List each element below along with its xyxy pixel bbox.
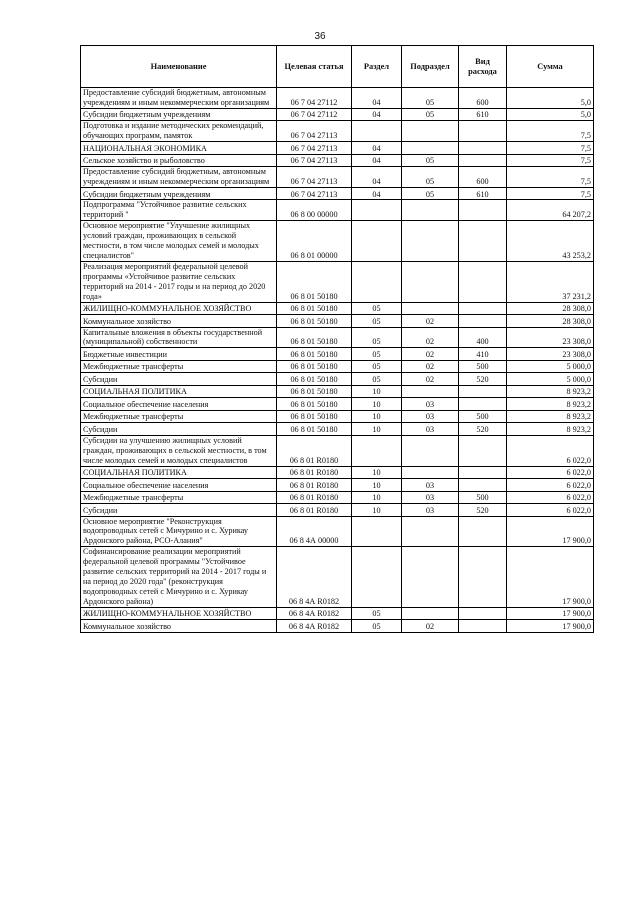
table-row: [81, 466, 594, 479]
cell-name: СОЦИАЛЬНАЯ ПОЛИТИКА: [81, 466, 277, 479]
cell-name: Субсидии бюджетным учреждениям: [81, 187, 277, 200]
cell-name: Субсидии на улучшению жилищных условий граждан, проживающих в сельской местности, в том числе молодых семей и молодых специалистов: [81, 435, 277, 466]
cell-subsection: 02: [402, 620, 459, 633]
table-row: [81, 504, 594, 517]
page-number: 36: [314, 31, 326, 42]
cell-expense-type: [459, 142, 507, 155]
cell-section: 04: [352, 142, 402, 155]
table-row: [81, 302, 594, 315]
cell-amount: 6 022,0: [507, 466, 594, 479]
cell-subsection: 03: [402, 479, 459, 492]
cell-name: Подготовка и издание методических рекомендаций, обучающих программ, памяток: [81, 121, 277, 142]
cell-amount: 7,5: [507, 121, 594, 142]
cell-amount: 8 923,2: [507, 398, 594, 411]
cell-subsection: 03: [402, 491, 459, 504]
cell-target: 06 8 01 R0180: [277, 466, 352, 479]
header-name: Наименование: [81, 46, 277, 88]
cell-section: 05: [352, 607, 402, 620]
cell-subsection: [402, 435, 459, 466]
cell-amount: 28 308,0: [507, 302, 594, 315]
table-row: [81, 261, 594, 302]
cell-name: Капитальные вложения в объекты государственной (муниципальной) собственности: [81, 327, 277, 348]
cell-amount: 17 900,0: [507, 516, 594, 547]
cell-expense-type: [459, 466, 507, 479]
cell-target: 06 8 4А R0182: [277, 620, 352, 633]
cell-name: Субсидии: [81, 423, 277, 436]
cell-target: 06 8 01 50180: [277, 315, 352, 328]
cell-section: 04: [352, 187, 402, 200]
table-row: [81, 327, 594, 348]
cell-target: 06 8 01 R0180: [277, 435, 352, 466]
cell-target: 06 7 04 27112: [277, 108, 352, 121]
cell-name: Сельское хозяйство и рыболовство: [81, 154, 277, 167]
cell-subsection: 05: [402, 108, 459, 121]
header-expense-type: Вид расхода: [459, 46, 507, 88]
cell-name: Социальное обеспечение населения: [81, 479, 277, 492]
header-target: Целевая статья: [277, 46, 352, 88]
table-row: [81, 121, 594, 142]
cell-expense-type: 600: [459, 167, 507, 188]
cell-expense-type: [459, 398, 507, 411]
cell-expense-type: 500: [459, 410, 507, 423]
cell-amount: 28 308,0: [507, 315, 594, 328]
cell-section: 10: [352, 398, 402, 411]
table-row: [81, 435, 594, 466]
cell-amount: 5 000,0: [507, 360, 594, 373]
cell-name: Субсидии: [81, 504, 277, 517]
cell-section: 10: [352, 491, 402, 504]
cell-section: 05: [352, 327, 402, 348]
cell-target: 06 8 01 50180: [277, 327, 352, 348]
cell-subsection: [402, 200, 459, 221]
cell-name: Предоставление субсидий бюджетным, автономным учреждениям и иным некоммерческим организациям: [81, 167, 277, 188]
cell-name: Субсидии: [81, 373, 277, 386]
cell-name: Предоставление субсидий бюджетным, автономным учреждениям и иным некоммерческим организациям: [81, 88, 277, 109]
cell-subsection: 03: [402, 504, 459, 517]
cell-section: 05: [352, 620, 402, 633]
cell-name: Межбюджетные трансферты: [81, 410, 277, 423]
cell-section: 05: [352, 348, 402, 361]
cell-subsection: [402, 221, 459, 262]
cell-name: Коммунальное хозяйство: [81, 620, 277, 633]
cell-subsection: [402, 142, 459, 155]
cell-subsection: [402, 302, 459, 315]
cell-subsection: [402, 261, 459, 302]
cell-section: 05: [352, 373, 402, 386]
cell-subsection: [402, 466, 459, 479]
cell-target: 06 8 01 R0180: [277, 504, 352, 517]
cell-target: 06 8 4А R0182: [277, 607, 352, 620]
cell-section: 05: [352, 315, 402, 328]
cell-expense-type: [459, 302, 507, 315]
cell-target: 06 8 01 50180: [277, 410, 352, 423]
cell-subsection: 03: [402, 410, 459, 423]
cell-expense-type: 610: [459, 187, 507, 200]
cell-subsection: 05: [402, 167, 459, 188]
cell-target: 06 8 01 50180: [277, 398, 352, 411]
table-row: [81, 479, 594, 492]
cell-amount: 6 022,0: [507, 479, 594, 492]
table-body: [81, 88, 594, 633]
cell-subsection: [402, 607, 459, 620]
cell-amount: 43 253,2: [507, 221, 594, 262]
cell-name: НАЦИОНАЛЬНАЯ ЭКОНОМИКА: [81, 142, 277, 155]
cell-subsection: 02: [402, 373, 459, 386]
cell-expense-type: [459, 607, 507, 620]
cell-amount: 6 022,0: [507, 435, 594, 466]
cell-expense-type: [459, 261, 507, 302]
cell-subsection: 05: [402, 154, 459, 167]
cell-expense-type: [459, 516, 507, 547]
cell-subsection: [402, 385, 459, 398]
cell-subsection: 02: [402, 348, 459, 361]
table-row: [81, 360, 594, 373]
cell-expense-type: 500: [459, 360, 507, 373]
cell-section: [352, 261, 402, 302]
cell-amount: 23 308,0: [507, 327, 594, 348]
cell-name: Межбюджетные трансферты: [81, 491, 277, 504]
cell-amount: 6 022,0: [507, 504, 594, 517]
cell-target: 06 7 04 27113: [277, 121, 352, 142]
table-row: [81, 423, 594, 436]
cell-name: Бюджетные инвестиции: [81, 348, 277, 361]
table-header-row: [81, 46, 594, 88]
cell-subsection: 03: [402, 398, 459, 411]
cell-expense-type: [459, 479, 507, 492]
cell-amount: 17 900,0: [507, 607, 594, 620]
cell-amount: 5,0: [507, 88, 594, 109]
cell-expense-type: 400: [459, 327, 507, 348]
cell-section: 04: [352, 167, 402, 188]
cell-name: Реализация мероприятий федеральной целевой программы «Устойчивое развитие сельских территорий на 2014 - 2017 годы и на период до 2020 года»: [81, 261, 277, 302]
cell-amount: 17 900,0: [507, 620, 594, 633]
table-row: [81, 221, 594, 262]
cell-section: 10: [352, 479, 402, 492]
cell-expense-type: 520: [459, 373, 507, 386]
cell-subsection: 02: [402, 315, 459, 328]
cell-expense-type: 500: [459, 491, 507, 504]
table-row: [81, 607, 594, 620]
table-row: [81, 620, 594, 633]
cell-subsection: [402, 547, 459, 607]
cell-expense-type: [459, 221, 507, 262]
cell-target: 06 8 01 50180: [277, 302, 352, 315]
cell-expense-type: [459, 121, 507, 142]
header-subsection: Подраздел: [402, 46, 459, 88]
cell-amount: 17 900,0: [507, 547, 594, 607]
cell-target: 06 8 01 R0180: [277, 479, 352, 492]
cell-amount: 37 231,2: [507, 261, 594, 302]
table-row: [81, 167, 594, 188]
cell-subsection: 05: [402, 88, 459, 109]
cell-amount: 5,0: [507, 108, 594, 121]
table-row: [81, 348, 594, 361]
cell-amount: 7,5: [507, 187, 594, 200]
cell-target: 06 8 01 50180: [277, 373, 352, 386]
cell-section: 10: [352, 385, 402, 398]
cell-section: 10: [352, 504, 402, 517]
table-row: [81, 398, 594, 411]
cell-target: 06 8 01 50180: [277, 360, 352, 373]
cell-expense-type: [459, 200, 507, 221]
cell-amount: 7,5: [507, 154, 594, 167]
cell-name: Софинансирование реализации мероприятий федеральной целевой программы "Устойчивое развитие сельских территорий на 2014 - 2017 годы и на период до 2020 года" (реконструкция водопроводных сетей с Мичурино и с. Хурикау Ардонского района): [81, 547, 277, 607]
cell-expense-type: [459, 315, 507, 328]
cell-target: 06 7 04 27113: [277, 142, 352, 155]
cell-target: 06 8 01 50180: [277, 423, 352, 436]
table-row: [81, 142, 594, 155]
cell-section: 04: [352, 88, 402, 109]
cell-section: 05: [352, 360, 402, 373]
cell-name: Субсидии бюджетным учреждениям: [81, 108, 277, 121]
cell-expense-type: [459, 547, 507, 607]
cell-subsection: 05: [402, 187, 459, 200]
table-row: [81, 315, 594, 328]
table-row: [81, 108, 594, 121]
cell-subsection: 02: [402, 360, 459, 373]
cell-target: 06 7 04 27113: [277, 187, 352, 200]
cell-subsection: 03: [402, 423, 459, 436]
cell-name: Межбюджетные трансферты: [81, 360, 277, 373]
cell-amount: 7,5: [507, 167, 594, 188]
cell-expense-type: 520: [459, 504, 507, 517]
cell-section: [352, 516, 402, 547]
cell-amount: 8 923,2: [507, 423, 594, 436]
cell-expense-type: 520: [459, 423, 507, 436]
cell-section: 10: [352, 466, 402, 479]
header-section: Раздел: [352, 46, 402, 88]
header-amount: Сумма: [507, 46, 594, 88]
cell-target: 06 8 01 50180: [277, 348, 352, 361]
cell-name: ЖИЛИЩНО-КОММУНАЛЬНОЕ ХОЗЯЙСТВО: [81, 302, 277, 315]
table-row: [81, 373, 594, 386]
cell-amount: 5 000,0: [507, 373, 594, 386]
table-row: [81, 385, 594, 398]
cell-section: [352, 221, 402, 262]
table-row: [81, 88, 594, 109]
cell-amount: 23 308,0: [507, 348, 594, 361]
cell-name: Коммунальное хозяйство: [81, 315, 277, 328]
cell-subsection: [402, 516, 459, 547]
cell-section: [352, 121, 402, 142]
cell-amount: 8 923,2: [507, 410, 594, 423]
table-row: [81, 410, 594, 423]
cell-amount: 8 923,2: [507, 385, 594, 398]
cell-amount: 6 022,0: [507, 491, 594, 504]
cell-name: ЖИЛИЩНО-КОММУНАЛЬНОЕ ХОЗЯЙСТВО: [81, 607, 277, 620]
cell-target: 06 7 04 27112: [277, 88, 352, 109]
cell-target: 06 8 01 R0180: [277, 491, 352, 504]
cell-amount: 64 207,2: [507, 200, 594, 221]
table-row: [81, 547, 594, 607]
cell-expense-type: 610: [459, 108, 507, 121]
cell-section: [352, 200, 402, 221]
cell-expense-type: [459, 620, 507, 633]
cell-target: 06 7 04 27113: [277, 167, 352, 188]
table-row: [81, 200, 594, 221]
cell-target: 06 8 4А 00000: [277, 516, 352, 547]
cell-section: [352, 435, 402, 466]
cell-name: СОЦИАЛЬНАЯ ПОЛИТИКА: [81, 385, 277, 398]
cell-section: 10: [352, 423, 402, 436]
table-row: [81, 491, 594, 504]
cell-name: Подпрограмма "Устойчивое развитие сельских территорий ": [81, 200, 277, 221]
cell-subsection: [402, 121, 459, 142]
cell-target: 06 8 4А R0182: [277, 547, 352, 607]
cell-section: 05: [352, 302, 402, 315]
cell-section: 04: [352, 108, 402, 121]
cell-amount: 7,5: [507, 142, 594, 155]
cell-name: Основное мероприятие "Реконструкция водопроводных сетей с Мичурино и с. Хурикау Ардонского района, РСО-Алания": [81, 516, 277, 547]
cell-expense-type: [459, 385, 507, 398]
cell-target: 06 8 01 50180: [277, 261, 352, 302]
cell-target: 06 7 04 27113: [277, 154, 352, 167]
cell-name: Социальное обеспечение населения: [81, 398, 277, 411]
cell-expense-type: 410: [459, 348, 507, 361]
table-row: [81, 154, 594, 167]
table-row: [81, 187, 594, 200]
cell-name: Основное мероприятие "Улучшение жилищных условий граждан, проживающих в сельской местности, в том числе молодых семей и молодых специалистов": [81, 221, 277, 262]
cell-target: 06 8 00 00000: [277, 200, 352, 221]
table-row: [81, 516, 594, 547]
budget-table: [80, 45, 594, 633]
cell-target: 06 8 01 50180: [277, 385, 352, 398]
cell-target: 06 8 01 00000: [277, 221, 352, 262]
cell-expense-type: [459, 435, 507, 466]
cell-section: 04: [352, 154, 402, 167]
cell-section: [352, 547, 402, 607]
cell-subsection: 02: [402, 327, 459, 348]
cell-expense-type: 600: [459, 88, 507, 109]
cell-section: 10: [352, 410, 402, 423]
cell-expense-type: [459, 154, 507, 167]
